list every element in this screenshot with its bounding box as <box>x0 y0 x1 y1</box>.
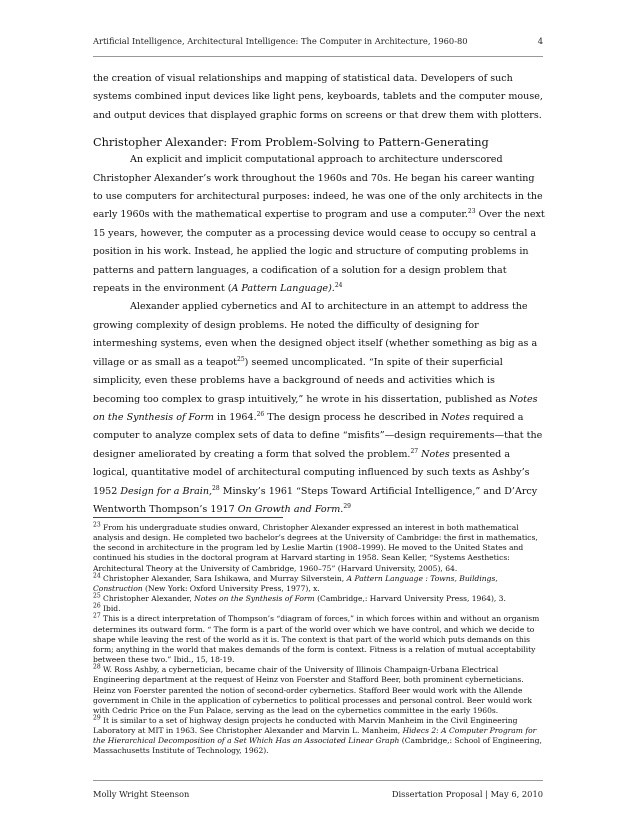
page-number: 4 <box>537 36 543 46</box>
footnote-27: $^{27}$ This is a direct interpretation of Thompson’s “diagram of forces,” in which forces within and without an organism determines its outward form. “ The form is a part of the world over which we have control, and which we decide to shape while leaving the rest of the world as it is. The context is that part of the world which puts demands on this form; anything in the world that makes demands of the form is context. Fitness is a relation of mutual acceptability between these two.” Ibid., 15, 18-19. <box>93 612 540 665</box>
footnote-ref-25[interactable]: 25 <box>237 355 245 363</box>
spacer <box>93 125 545 135</box>
footnote-ref-23[interactable]: 23 <box>467 208 476 216</box>
footnote-ref-26[interactable]: 26 <box>256 410 265 418</box>
header-title: Artificial Intelligence, Architectural Intelligence: The Computer in Architecture, 1960-80 <box>93 36 468 46</box>
footer-author: Molly Wright Steenson <box>93 789 190 799</box>
footnote-29: $^{29}$ It is similar to a set of highway design projects he conducted with Marvin Manheim in the Civil Engineering Laboratory at MIT in 1963. See Christopher Alexander and Marvin L. Manheim, Hidecs 2: A Computer Program for the Hierarchical Decomposition of a Set Which Has an Associated Linear Graph (Cambridge,: School of Engineering, Massachusetts Institute of Technology, 1962). <box>93 714 542 756</box>
footer-divider <box>93 780 543 781</box>
footnote-23: $^{23}$ From his undergraduate studies onward, Christopher Alexander expressed an interest in both mathematical analysis and design. He completed two bachelor’s degrees at the University of Cambridge: the first in mathematics, the second in architecture in the program led by Leslie Martin (1908–1999). He moved to the United States and continued his studies in the doctoral program at Harvard starting in 1958. Sean Keller, “Systems Aesthetics: Architectural Theory at the University of Cambridge, 1960–75” (Harvard University, 2005), 64. <box>93 521 538 573</box>
footnote-24: $^{24}$ Christopher Alexander, Sara Ishikawa, and Murray Silverstein, A Pattern Language : Towns, Buildings, Construction (New York: Oxford University Press, 1977), x. <box>93 572 498 593</box>
paragraph-1: An explicit and implicit computational approach to architecture underscored Christopher Alexander’s work throughout the 1960s and 70s. He began his career wanting to use computers for architectural purposes: indeed, he was one of the only architects in the early 1960s with the mathematical expertise to program and use a computer.$^{23}$ Over the next 15 years, however, the computer as a processing device would cease to occupy so central a position in his work. Instead, he applied the logic and structure of computing problems in patterns and pattern languages, a codification of a solution for a design problem that repeats in the environment (A Pattern Language).$^{24}$ <box>93 154 545 295</box>
footnotes <box>93 523 545 757</box>
footnote-ref-29[interactable]: 29 <box>343 502 351 510</box>
footnote-26: $^{26}$ Ibid. <box>93 602 121 614</box>
footnote-divider <box>93 517 283 518</box>
footer-info: Dissertation Proposal | May 6, 2010 <box>391 789 543 799</box>
intro-paragraph: the creation of visual relationships and mapping of statistical data. Developers of such systems combined input devices like light pens, keyboards, tablets and the computer mouse, and output devices that displayed graphic forms on screens or that drew them with plotters. <box>93 73 543 121</box>
body-text <box>93 70 545 519</box>
header-divider <box>93 56 543 57</box>
paragraph-2: Alexander applied cybernetics and AI to architecture in an attempt to address the growing complexity of design problems. He noted the difficulty of designing for intermeshing systems, even when the designed object itself (whether something as big as a village or as small as a teapot$^{25}$) seemed uncomplicated. “In spite of their superficial simplicity, even these problems have a background of needs and activities which is becoming too complex to grasp intuitively,” he wrote in his dissertation, published as Notes on the Synthesis of Form in 1964.26 The design process he described in Notes required a computer to analyze complex sets of data to define “misfits”—design requirements—that the designer ameliorated by creating a form that solved the problem.$^{27}$ Notes presented a logical, quantitative model of architectural computing influenced by such texts as Ashby’s 1952 Design for a Brain,$^{28}$ Minsky’s 1961 “Steps Toward Artificial Intelligence,” and D’Arcy Wentworth Thompson’s 1917 On Growth and Form.$^{29}$ <box>93 301 543 515</box>
footnote-ref-27[interactable]: 27 <box>410 447 419 455</box>
footnote-25: $^{25}$ Christopher Alexander, Notes on the Synthesis of Form (Cambridge,: Harvard University Press, 1964), 3. <box>93 592 506 604</box>
footnote-ref-28[interactable]: 28 <box>212 484 220 492</box>
section-heading: Christopher Alexander: From Problem-Solving to Pattern-Generating <box>93 136 489 150</box>
footnote-ref-24[interactable]: 24 <box>334 281 343 289</box>
footnote-28: $^{28}$ W. Ross Ashby, a cybernetician, became chair of the University of Illinois Champaign-Urbana Electrical Engineering department at the request of Heinz von Foerster and Stafford Beer, both prominent cyberneticians. Heinz von Foerster parented the notion of second-order cybernetics. Stafford Beer would work with the Allende government in Chile in the application of cybernetics to political processes and personal control. Beer would work with Cedric Price on the Fun Palace, serving as the lead on the cybernetics committee in the early 1960s. <box>93 663 532 715</box>
running-header <box>93 36 543 50</box>
